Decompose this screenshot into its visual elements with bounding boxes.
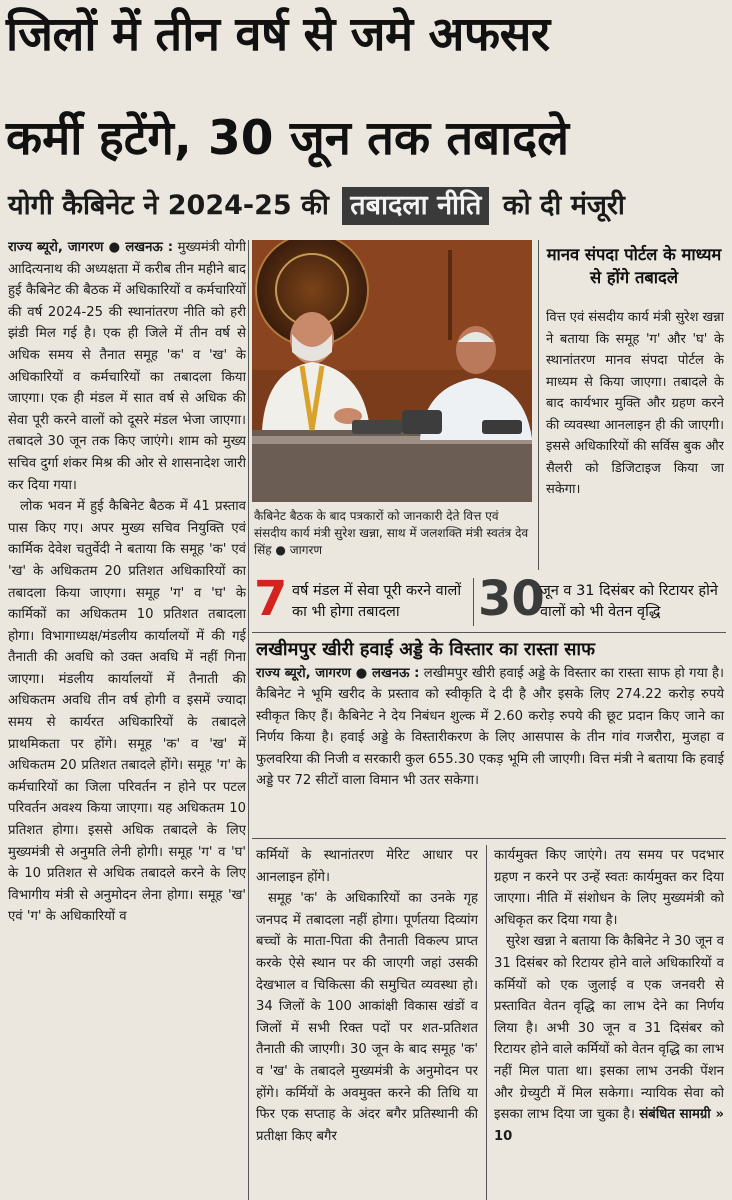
fact-box-text: जून व 31 दिसंबर को रिटायर होने वालों को भी वेतन वृद्धि <box>540 583 718 620</box>
sidebar-text: वित्त एवं संसदीय कार्य मंत्री सुरेश खन्ना ने बताया कि समूह 'ग' और 'घ' के स्थानांतरण मानव संपदा पोर्टल के माध्यम से किया जाएगा। तबादले के बाद कार्यभार मुक्ति और ग्रहण करने की व्यवस्था आनलाइन ही की जाएगी। इससे अधिकारियों की सर्विस बुक और सैलरी को डिजिटाइज किया जा सकेगा। <box>546 310 724 497</box>
sidebar-heading: मानव संपदा पोर्टल के माध्यम से होंगे तबादले <box>546 245 722 287</box>
section-divider <box>252 838 726 839</box>
middle-column <box>256 845 478 1197</box>
lakhimpur-dateline: राज्य ब्यूरो, जागरण ● लखनऊ : <box>256 666 420 681</box>
right-paragraph-2: सुरेश खन्ना ने बताया कि कैबिनेट ने 30 जून व 31 दिसंबर को रिटायर होने वाले अधिकारियों व कर्मियों को एक जुलाई व एक जनवरी से प्रस्तावित वेतन वृद्धि का लाभ देने का निर्णय लिया है। अभी 30 जून व 31 दिसंबर को रिटायर होने वाले कर्मियों को वेतन वृद्धि का लाभ नहीं मिल पाता था। इसका लाभ उनकी पेंशन और ग्रेच्युटी में मिल सकेगा। न्यायिक सेवा को इसका लाभ दिया जा चुका है। संबंधित सामग्री » 10 <box>494 934 724 1144</box>
right-paragraph-1: कार्यमुक्त किए जाएंगे। तय समय पर पदभार ग्रहण न करने पर उन्हें स्वतः कार्यमुक्त कर दिया जाएगा। नीति में संशोधन के लिए मुख्यमंत्री को अधिकृत कर दिया गया है। <box>494 848 724 928</box>
cabinet-photo <box>252 240 532 502</box>
fact-box-30 <box>476 571 726 627</box>
photo-caption: कैबिनेट बैठक के बाद पत्रकारों को जानकारी देते वित्त एवं संसदीय कार्य मंत्री सुरेश खन्ना, साथ में जलशक्ति मंत्री स्वतंत्र देव सिंह ● जागरण <box>254 509 529 557</box>
fact-box-number: 7 <box>254 571 288 627</box>
right-column <box>494 845 724 1197</box>
middle-paragraph-2: समूह 'क' के अधिकारियों का उनके गृह जनपद में तबादला नहीं होगा। पूर्णतया दिव्यांग बच्चों के माता-पिता की तैनाती विकल्प प्राप्त करके ऐसे स्थान पर की जाएगी जहां उसकी देखभाल व चिकित्सा की समुचित व्यवस्था हो। 34 जिलों के 100 आकांक्षी विकास खंडों व जिलों में सभी रिक्त पदों पर शत-प्रतिशत तैनाती की जाएगी। 30 जून के बाद समूह 'क' व 'ख' के तबादले मुख्यमंत्री के अनुमोदन पर होंगे। कर्मियों के अवमुक्त करने की तिथि या फिर एक सप्ताह के अंदर बगैर प्रतिस्थानी की प्रतीक्षा किए बगैर <box>256 891 478 1144</box>
headline-line-2: कर्मी हटेंगे, 30 जून तक तबादले <box>6 111 570 166</box>
column-divider <box>248 240 249 1200</box>
fact-box-divider <box>473 578 474 626</box>
photo-illustration <box>252 240 532 502</box>
section-divider <box>252 632 726 633</box>
dateline: राज्य ब्यूरो, जागरण ● लखनऊ : <box>8 240 174 255</box>
subheadline-before: योगी कैबिनेट ने 2024-25 की <box>8 190 329 221</box>
fact-box-number: 30 <box>478 571 545 627</box>
lakhimpur-heading: लखीमपुर खीरी हवाई अड्डे के विस्तार का रास्ता साफ <box>256 639 595 660</box>
subheadline-highlight: तबादला नीति <box>342 187 489 225</box>
related-content-link[interactable]: संबंधित सामग्री » 10 <box>494 1107 724 1144</box>
fact-box-7 <box>252 571 472 627</box>
subheadline <box>8 184 724 230</box>
left-paragraph-2: लोक भवन में हुई कैबिनेट बैठक में 41 प्रस्ताव पास किए गए। अपर मुख्य सचिव नियुक्ति एवं कार्मिक देवेश चतुर्वेदी ने बताया कि समूह 'क' एवं 'ख' के अधिकतम 20 प्रतिशत अधिकारियों का तबादला किया जाएगा। समूह 'ग' व 'घ' के कार्मिकों का अधिकतम 10 प्रतिशत तबादला होगा। विभागाध्यक्ष/मंडलीय कार्यालयों में की गई तैनाती की अवधि को उक्त अवधि में नहीं गिना जाएगा। मंडलीय कार्यालयों में तैनाती की अधिकतम अवधि तीन वर्ष होगी व इसमें ज्यादा समय से कार्यरत अधिकारियों के तबादले प्राथमिकता पर होंगे। समूह 'क' व 'ख' में अधिकतम 20 प्रतिशत तबादले होंगे। समूह 'ग' के कर्मचारियों का जिला परिवर्तन न होने पर पटल परिवर्तन अवश्य किया जाएगा। यह अधिकतम 10 प्रतिशत होगा। इससे अधिक तबादले के लिए मुख्यमंत्री से अनुमति लेनी होगी। समूह 'ग' व 'घ' के 10 प्रतिशत से अधिक तबादले करने के लिए विभागीय मंत्री से अनुमोदन लेना होगा। समूह 'ख' एवं 'ग' के अधिकारियों व <box>8 499 246 925</box>
column-divider <box>486 845 487 1200</box>
sidebar-text-block <box>546 307 724 569</box>
lakhimpur-body <box>256 663 724 833</box>
column-divider <box>538 240 539 570</box>
headline-line-1: जिलों में तीन वर्ष से जमे अफसर <box>6 7 550 62</box>
left-paragraph-1: राज्य ब्यूरो, जागरण ● लखनऊ : मुख्यमंत्री योगी आदित्यनाथ की अध्यक्षता में करीब तीन महीने बाद हुई कैबिनेट की बैठक में अधिकारियों व कर्मचारियों की वर्ष 2024-25 की स्थानांतरण नीति को हरी झंडी मिल गई है। एक ही जिले में तीन वर्ष से अधिक समय से तैनात समूह 'क' व 'ख' के अधिकारियों व कर्मचारियों का तबादला किया जाएगा। एक ही मंडल में सात वर्ष से अधिक की सेवा पूरी करने वालों को दूसरे मंडल भेजा जाएगा। तबादले 30 जून तक किए जाएंगे। शाम को मुख्य सचिव दुर्गा शंकर मिश्र की ओर से शासनादेश जारी कर दिया गया। <box>8 240 246 493</box>
subheadline-after: को दी मंजूरी <box>502 190 625 221</box>
middle-paragraph-1: कर्मियों के स्थानांतरण मेरिट आधार पर आनलाइन होंगे। <box>256 848 478 885</box>
fact-box-text: वर्ष मंडल में सेवा पूरी करने वालों का भी होगा तबादला <box>292 583 462 620</box>
lakhimpur-paragraph: राज्य ब्यूरो, जागरण ● लखनऊ : लखीमपुर खीरी हवाई अड्डे के विस्तार का रास्ता साफ हो गया है। कैबिनेट ने भूमि खरीद के प्रस्ताव को स्वीकृति दे दी है और इसके लिए 274.22 करोड़ रुपये स्वीकृत किए हैं। कैबिनेट ने देय निबंधन शुल्क में 2.60 करोड़ रुपये की छूट प्रदान किए जाने का निर्णय किया है। हवाई अड्डे के विस्तारीकरण के लिए आसपास के तीन गांव गजरौरा, मुजहा व फुलवरिया की निजी व सरकारी कुल 655.30 एकड़ भूमि ली जाएगी। वित्त मंत्री ने बताया कि हवाई अड्डे पर 72 सीटों वाला विमान भी उतर सकेगा। <box>256 666 724 789</box>
left-column <box>8 237 246 1197</box>
